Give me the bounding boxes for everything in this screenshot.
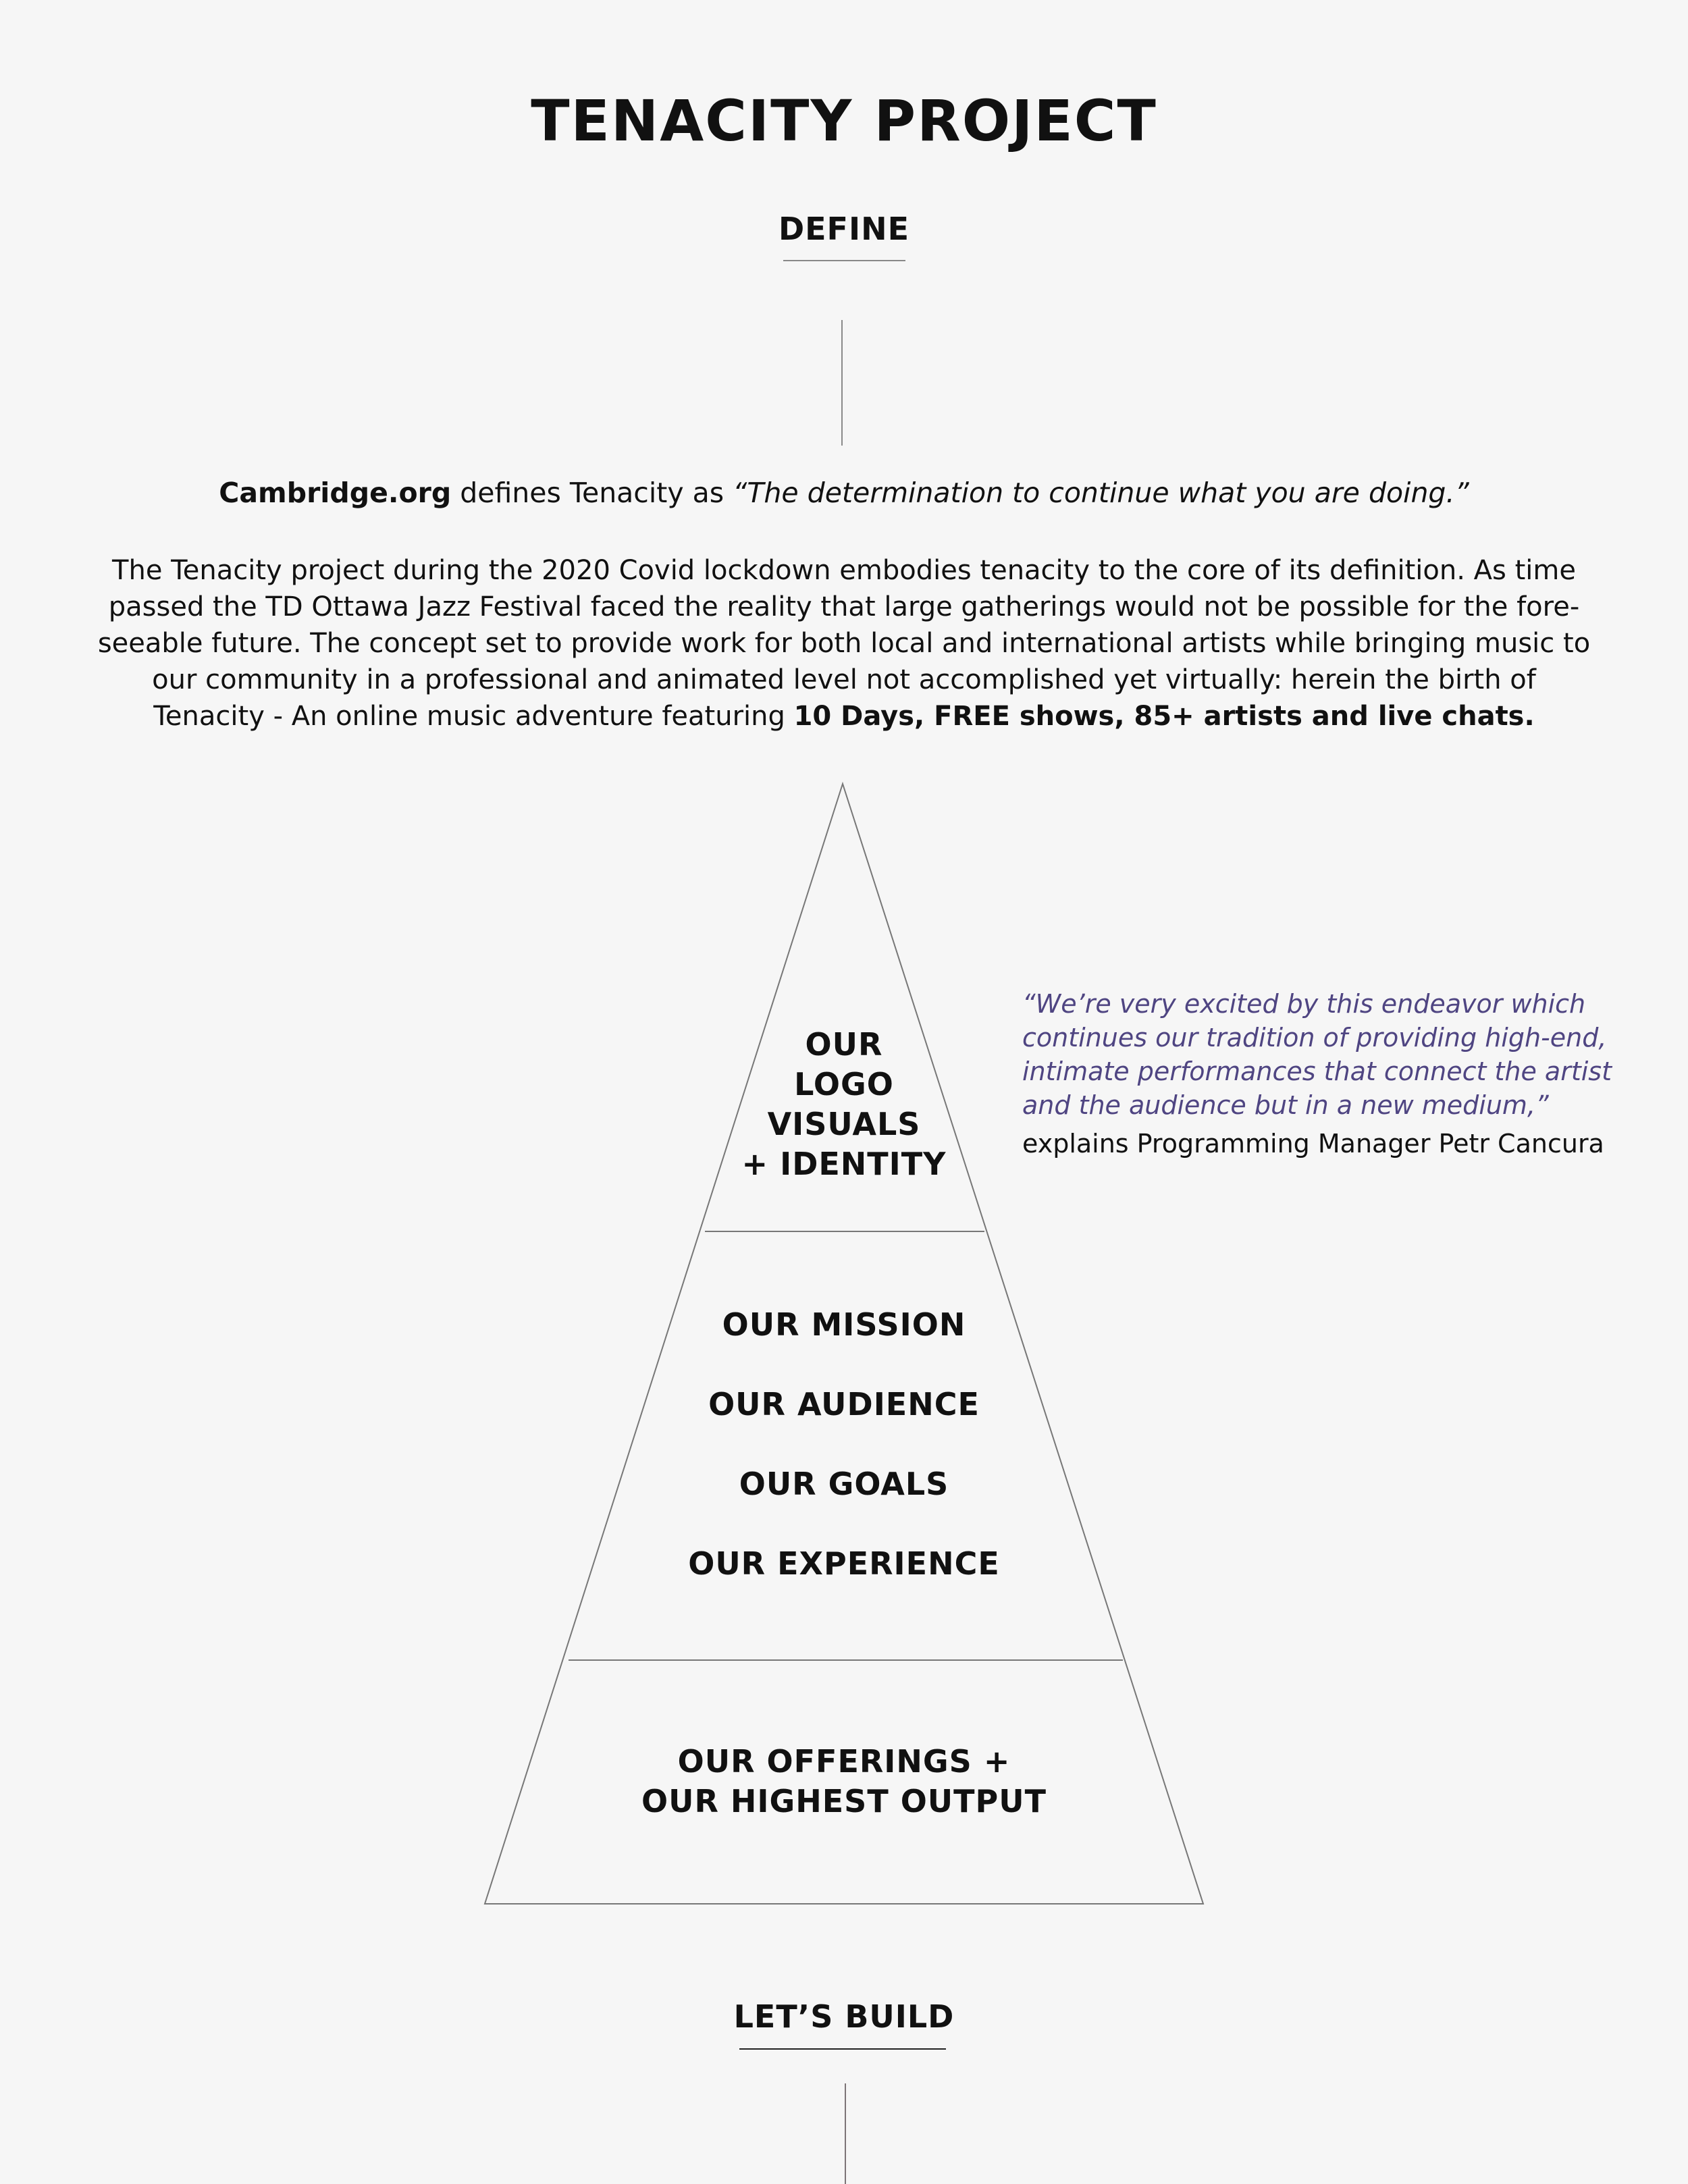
section-heading-define: DEFINE: [778, 211, 910, 247]
definition-middle: defines Tenacity as: [451, 477, 733, 509]
page-title: TENACITY PROJECT: [531, 88, 1157, 154]
pyramid-tier-bottom: [574, 1742, 1114, 1821]
build-underline: [739, 2048, 946, 2050]
quote-attribution: explains Programming Manager Petr Cancura: [1022, 1129, 1604, 1158]
tier-bottom-line: OUR HIGHEST OUTPUT: [641, 1783, 1047, 1819]
tier-middle-item: OUR MISSION: [722, 1306, 966, 1343]
definition-source: Cambridge.org: [219, 477, 452, 509]
section-heading-build: LET’S BUILD: [733, 1998, 955, 2035]
connector-line-bottom: [845, 2083, 846, 2184]
tier-top-line: OUR: [805, 1026, 883, 1063]
intro-highlight: 10 Days, FREE shows, 85+ artists and live chats.: [793, 701, 1535, 732]
intro-text: The Tenacity project during the 2020 Covid lockdown embodies tenacity to the core of its definition. As time passed the TD Ottawa Jazz Festival faced the reality that large gatherings would not be possible for the fore-seeable future. The concept set to provide work for both local and international artists while bringing music to our community in a professional and animated level not accomplished yet virtually: herein the birth of Tenacity - An online music adventure featuring: [97, 555, 1591, 732]
definition-quote: “The determination to continue what you are doing.”: [733, 477, 1469, 509]
tier-middle-item: OUR GOALS: [739, 1466, 949, 1502]
tier-top-line: LOGO: [794, 1066, 894, 1102]
tier-bottom-line: OUR OFFERINGS +: [677, 1743, 1011, 1780]
tier-top-line: + IDENTITY: [741, 1146, 947, 1182]
tier-top-line: VISUALS: [767, 1106, 921, 1142]
pull-quote: “We’re very excited by this endeavor which continues our tradition of providing high-end, intimate performances that connect the artist and the audience but in a new medium,”: [1022, 989, 1612, 1120]
tier-middle-item: OUR EXPERIENCE: [688, 1545, 1000, 1582]
pyramid-tier-middle: [574, 1303, 1114, 1622]
tier-middle-item: OUR AUDIENCE: [708, 1386, 980, 1422]
